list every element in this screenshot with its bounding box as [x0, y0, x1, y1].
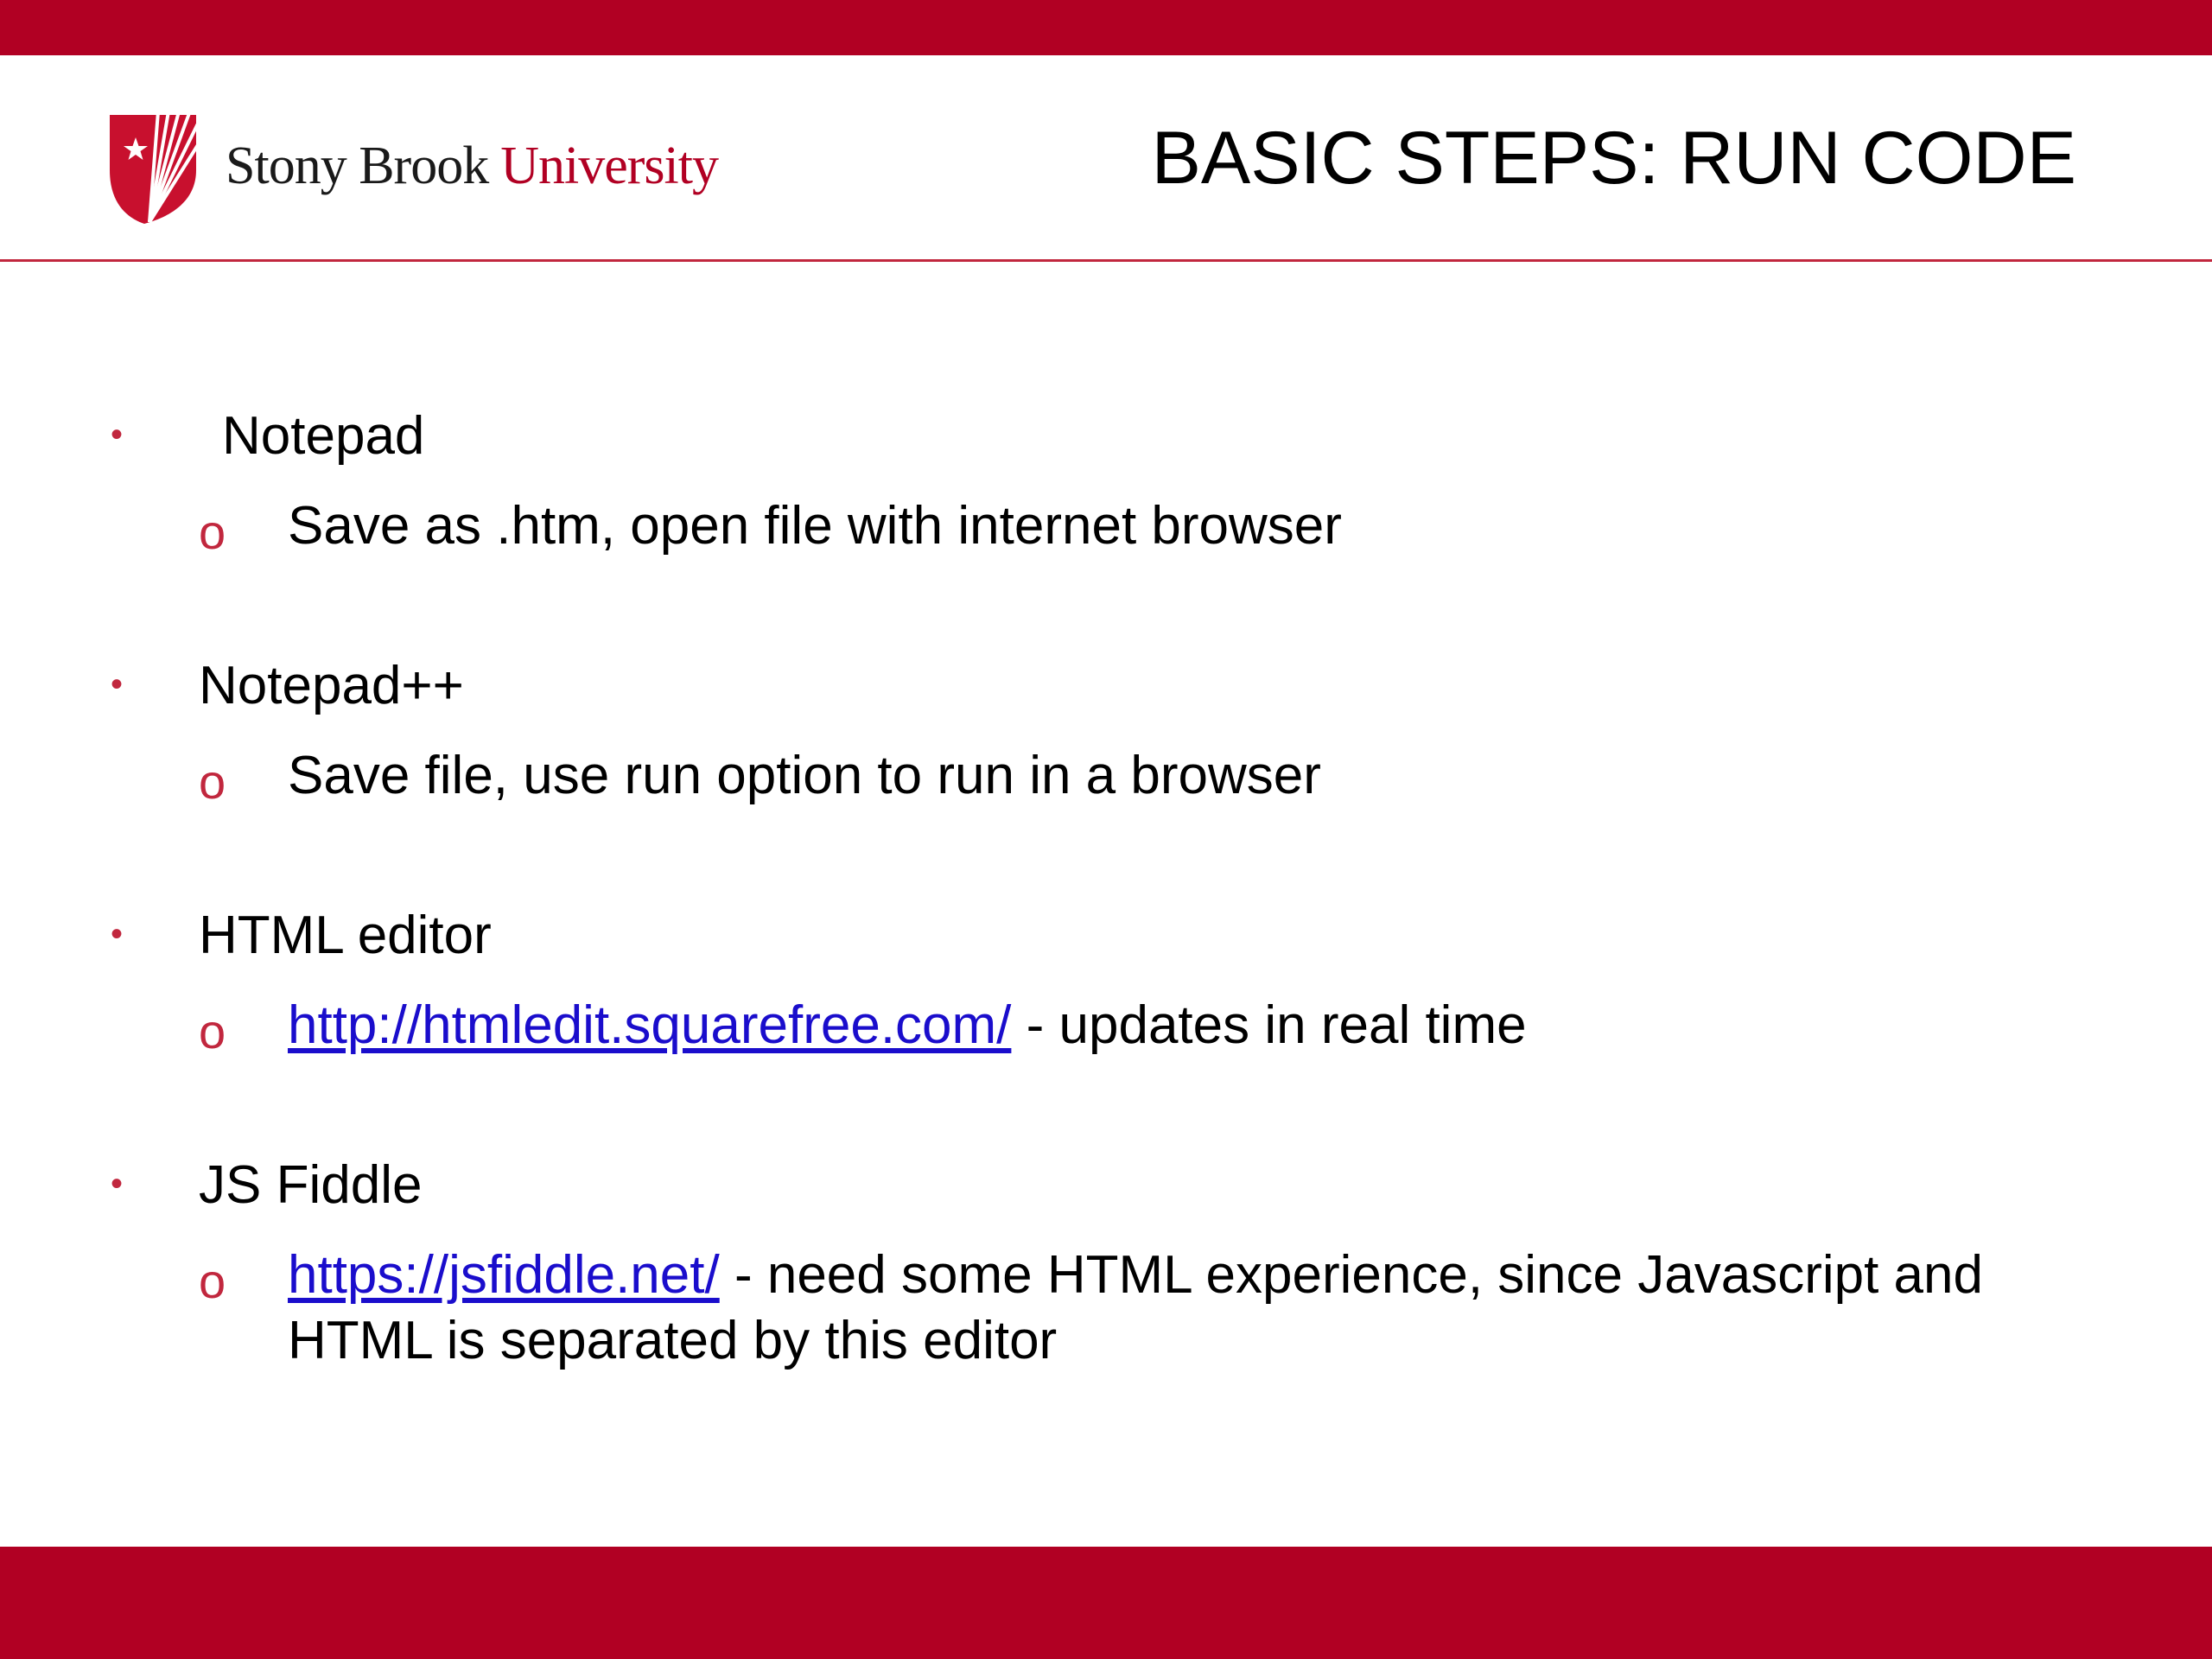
sub-item-description: Save as .htm, open file with internet browser: [288, 496, 1342, 556]
sub-bullet-icon: o: [199, 1004, 226, 1058]
list-item-label: HTML editor: [199, 906, 492, 965]
sub-bullet-icon: o: [199, 1254, 226, 1308]
top-banner: [0, 0, 2212, 55]
sub-bullet-icon: o: [199, 754, 226, 809]
list-item-label: Notepad: [222, 406, 425, 466]
sub-item-text: [288, 493, 1342, 559]
jsfiddle-link[interactable]: https://jsfiddle.net/: [288, 1245, 720, 1305]
sub-item-description: - updates in real time: [1011, 995, 1527, 1055]
list-item-label: Notepad++: [199, 656, 464, 715]
bullet-icon: •: [111, 915, 124, 953]
sub-item-description: Save file, use run option to run in a browser: [288, 746, 1321, 805]
sub-item-text: [288, 1243, 2085, 1374]
logo-name-accent: University: [500, 136, 718, 195]
sub-item-text: [288, 993, 1527, 1058]
sub-item-text: [288, 743, 1321, 809]
bullet-icon: •: [111, 665, 124, 703]
logo-name: Stony Brook: [226, 136, 489, 195]
sub-bullet-icon: o: [199, 505, 226, 559]
slide-title: BASIC STEPS: RUN CODE: [1151, 117, 2076, 200]
bottom-banner: [0, 1547, 2212, 1659]
header-divider: [0, 259, 2212, 262]
htmledit-link[interactable]: http://htmledit.squarefree.com/: [288, 995, 1012, 1055]
list-item-label: JS Fiddle: [199, 1155, 423, 1215]
logo-wordmark: [226, 136, 718, 197]
shield-icon: [110, 108, 207, 224]
bullet-icon: •: [111, 1165, 124, 1203]
university-logo: [110, 105, 718, 226]
bullet-icon: •: [111, 416, 124, 454]
sub-item-description: - need some HTML experience, since Javascript and HTML is separated by this editor: [288, 1245, 1984, 1370]
